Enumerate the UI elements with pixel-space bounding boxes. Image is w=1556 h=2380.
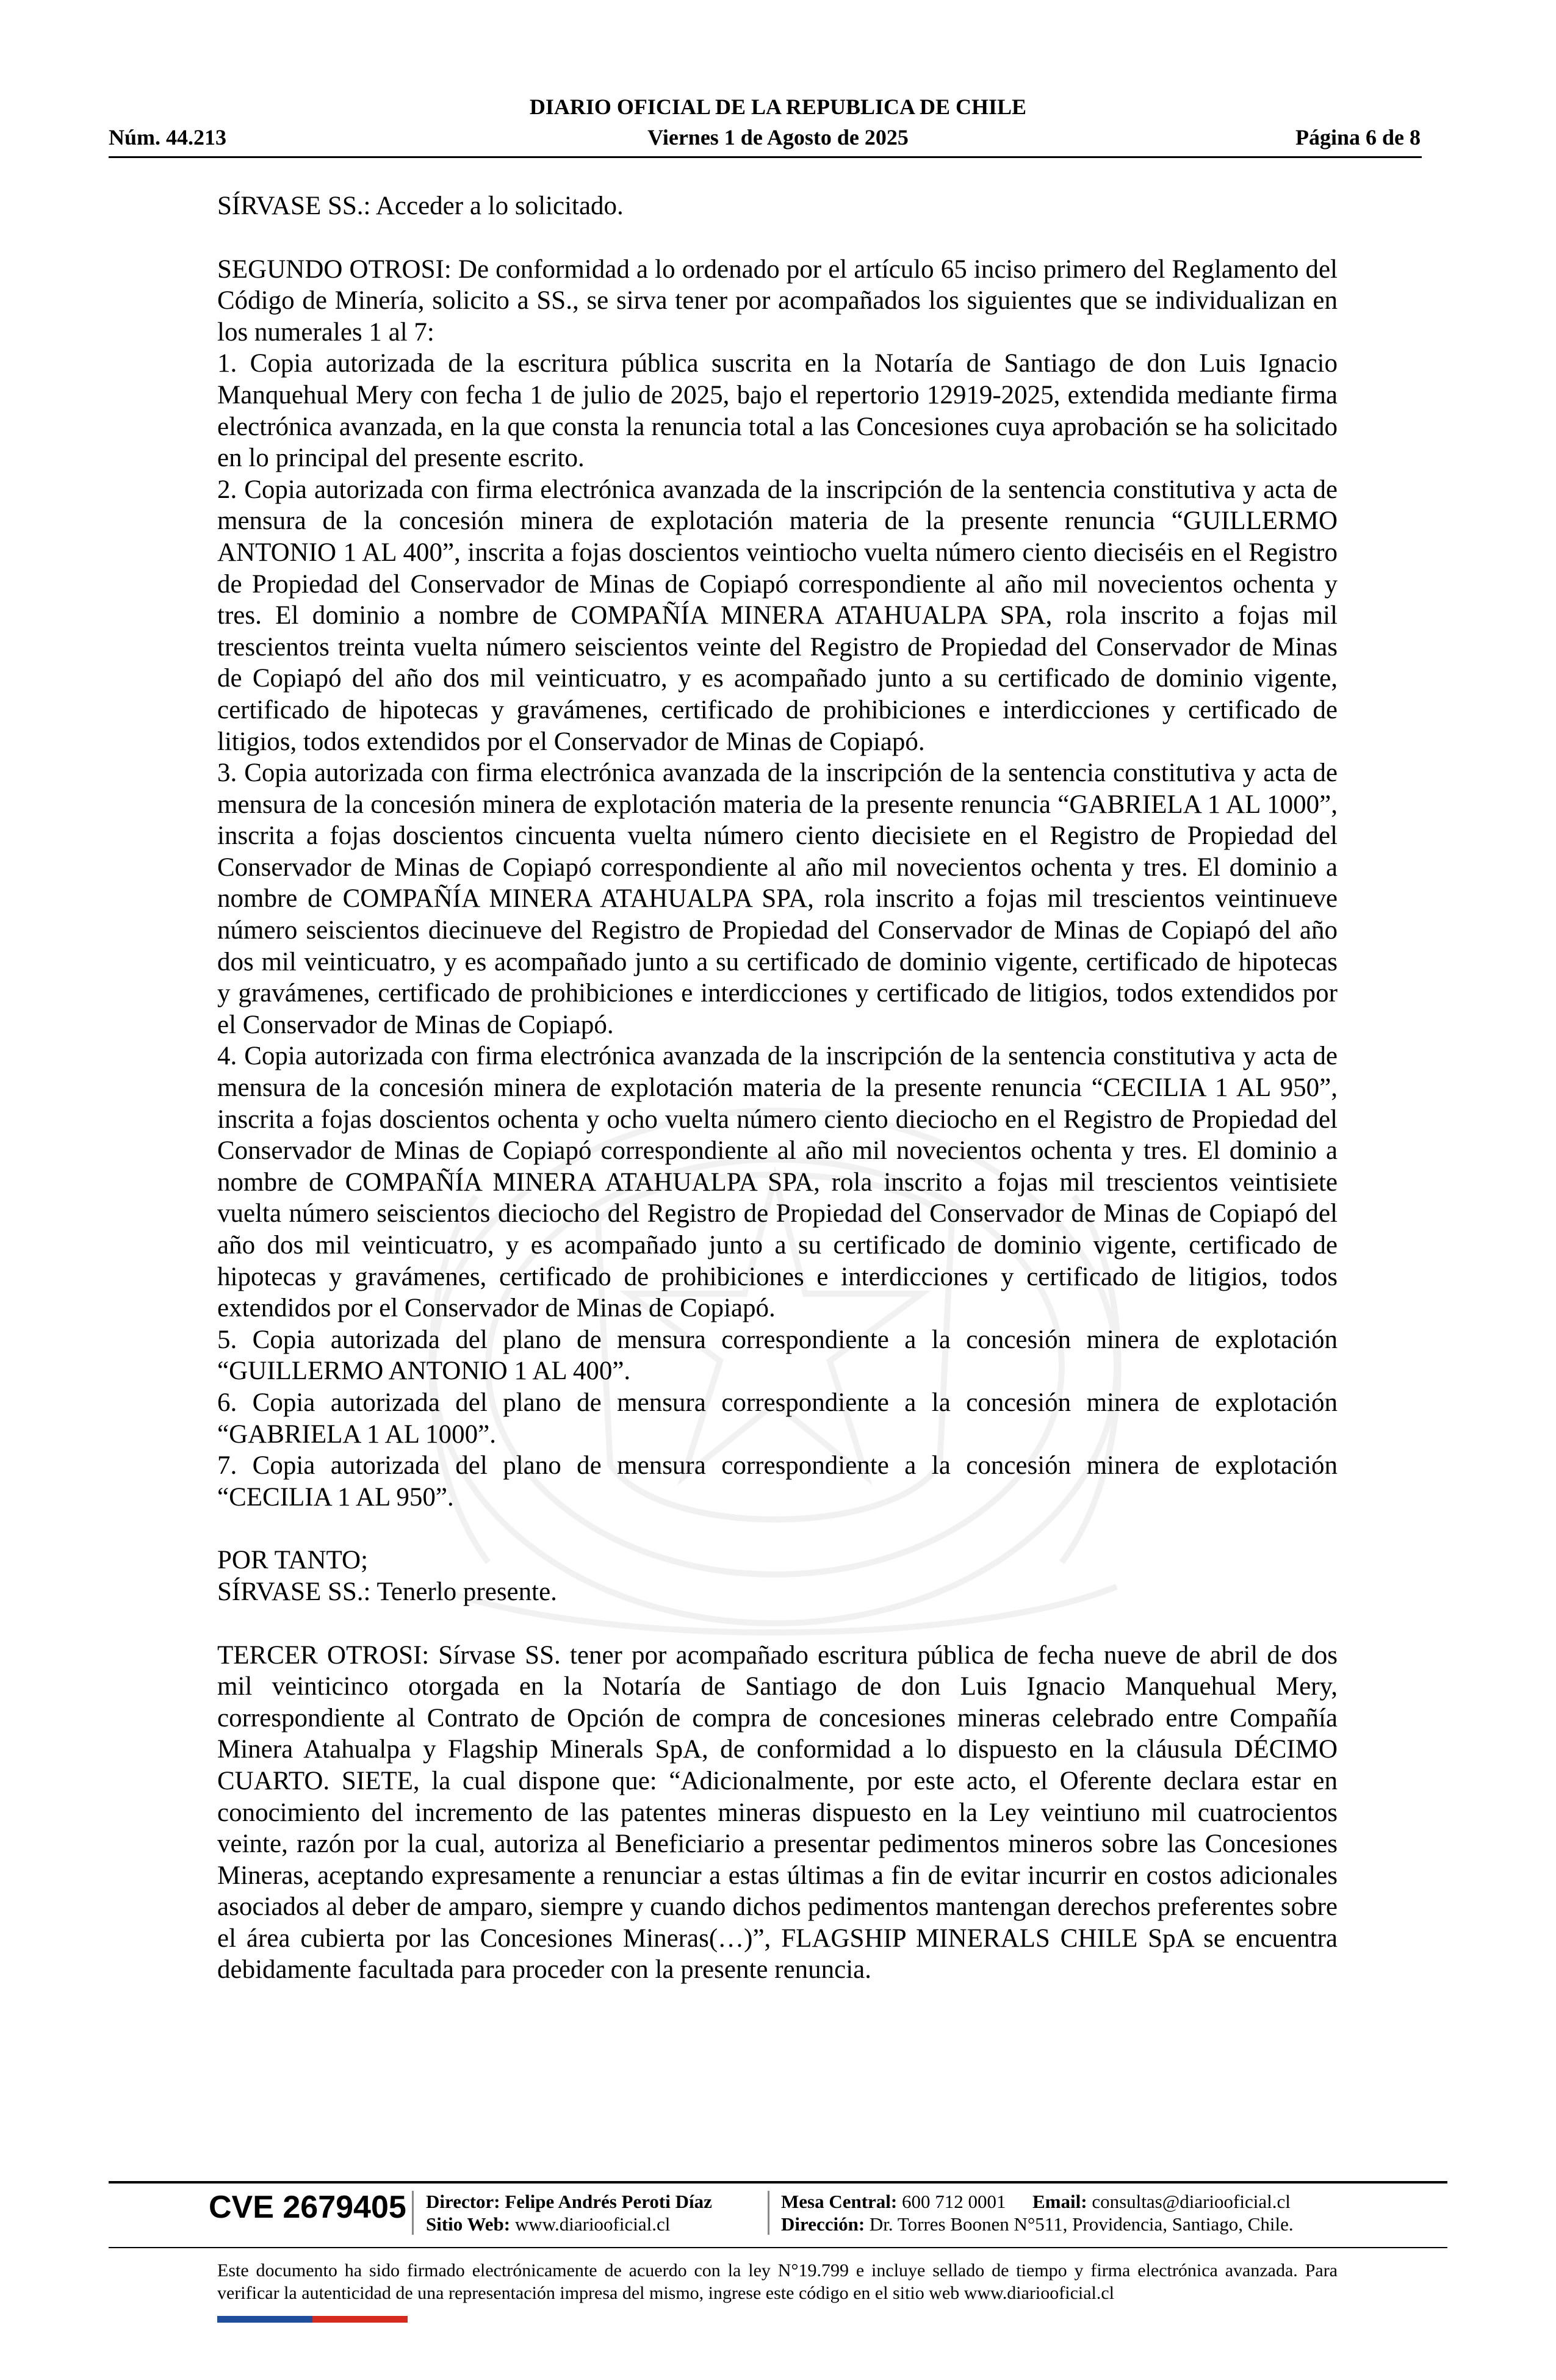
direccion-label: Dirección:	[781, 2213, 865, 2235]
list-item-7: 7. Copia autorizada del plano de mensura correspondiente a la concesión minera de explotación “CECILIA 1 AL 950”.	[217, 1451, 1338, 1512]
director-line	[426, 2191, 712, 2213]
mesa-value: 600 712 0001	[902, 2191, 1006, 2212]
list-item-3: 3. Copia autorizada con firma electrónica avanzada de la inscripción de la sentencia constitutiva y acta de mensura de la concesión minera de explotación materia de la presente renuncia “GABRIELA 1 AL 1000”, inscrita a fojas doscientos cincuenta vuelta número ciento diecisiete en el Registro de Propiedad del Conservador de Minas de Copiapó correspondiente al año mil novecientos ochenta y tres. El dominio a nombre de COMPAÑÍA MINERA ATAHUALPA SPA, rola inscrito a fojas mil trescientos veintinueve número seiscientos diecinueve del Registro de Propiedad del Conservador de Minas de Copiapó del año dos mil veinticuatro, y es acompañado junto a su certificado de dominio vigente, certificado de hipotecas y gravámenes, certificado de prohibiciones e interdicciones y certificado de litigios, todos extendidos por el Conservador de Minas de Copiapó.	[217, 759, 1338, 1039]
site-line	[426, 2213, 670, 2235]
site-label: Sitio Web:	[426, 2213, 511, 2235]
paragraph-segundo-otrosi: SEGUNDO OTROSI: De conformidad a lo ordenado por el artículo 65 inciso primero del Reglamento del Código de Minería, solicito a SS., se sirva tener por acompañados los siguientes que se individualizan en los numerales 1 al 7:	[217, 254, 1338, 347]
list-item-5: 5. Copia autorizada del plano de mensura correspondiente a la concesión minera de explotación “GUILLERMO ANTONIO 1 AL 400”.	[217, 1325, 1338, 1386]
flag-bar-blue	[217, 2316, 312, 2323]
email-label: Email:	[1032, 2191, 1087, 2212]
list-item-4: 4. Copia autorizada con firma electrónica avanzada de la inscripción de la sentencia constitutiva y acta de mensura de la concesión minera de explotación materia de la presente renuncia “CECILIA 1 AL 950”, inscrita a fojas doscientos ochenta y ocho vuelta número ciento dieciocho en el Registro de Propiedad del Conservador de Minas de Copiapó correspondiente al año mil novecientos ochenta y tres. El dominio a nombre de COMPAÑÍA MINERA ATAHUALPA SPA, rola inscrito a fojas mil trescientos veintisiete vuelta número seiscientos dieciocho del Registro de Propiedad del Conservador de Minas de Copiapó del año dos mil veinticuatro, y es acompañado junto a su certificado de dominio vigente, certificado de hipotecas y gravámenes, certificado de prohibiciones e interdicciones y certificado de litigios, todos extendidos por el Conservador de Minas de Copiapó.	[217, 1042, 1338, 1323]
list-item-2: 2. Copia autorizada con firma electrónica avanzada de la inscripción de la sentencia constitutiva y acta de mensura de la concesión minera de explotación materia de la presente renuncia “GUILLERMO ANTONIO 1 AL 400”, inscrita a fojas doscientos veintiocho vuelta número ciento dieciséis en el Registro de Propiedad del Conservador de Minas de Copiapó correspondiente al año mil novecientos ochenta y tres. El dominio a nombre de COMPAÑÍA MINERA ATAHUALPA SPA, rola inscrito a fojas mil trescientos treinta vuelta número seiscientos veinte del Registro de Propiedad del Conservador de Minas de Copiapó del año dos mil veinticuatro, y es acompañado junto a su certificado de dominio vigente, certificado de hipotecas y gravámenes, certificado de prohibiciones e interdicciones y certificado de litigios, todos extendidos por el Conservador de Minas de Copiapó.	[217, 475, 1338, 756]
issue-number: Núm. 44.213	[109, 125, 227, 150]
flag-bar-red	[312, 2316, 408, 2323]
mesa-label: Mesa Central:	[781, 2191, 898, 2212]
footer-separator	[412, 2191, 414, 2235]
footer-top-divider	[109, 2181, 1447, 2183]
director-name: Felipe Andrés Peroti Díaz	[505, 2191, 712, 2212]
director-label: Director:	[426, 2191, 500, 2212]
contact-line	[781, 2191, 1291, 2213]
paragraph-tercer-otrosi: TERCER OTROSI: Sírvase SS. tener por acompañado escritura pública de fecha nueve de abril de dos mil veinticinco otorgada en la Notaría de Santiago de don Luis Ignacio Manquehual Mery, correspondiente al Contrato de Opción de compra de concesiones mineras celebrado entre Compañía Minera Atahualpa y Flagship Minerals SpA, de conformidad a lo dispuesto en la cláusula DÉCIMO CUARTO. SIETE, la cual dispone que: “Adicionalmente, por este acto, el Oferente declara estar en conocimiento del incremento de las patentes mineras dispuesto en la Ley veintiuno mil cuatrocientos veinte, razón por la cual, autoriza al Beneficiario a presentar pedimentos mineros sobre las Concesiones Mineras, aceptando expresamente a renunciar a estas últimas a fin de evitar incurrir en costos adicionales asociados al deber de amparo, siempre y cuando dichos pedimentos mantengan derechos preferentes sobre el área cubierta por las Concesiones Mineras(…)”, FLAGSHIP MINERALS CHILE SpA se encuentra debidamente facultada para proceder con la presente renuncia.	[217, 1640, 1338, 1985]
page-number: Página 6 de 8	[1295, 125, 1421, 150]
address-line	[781, 2213, 1294, 2235]
footer-separator	[768, 2191, 769, 2235]
list-item-1: 1. Copia autorizada de la escritura pública suscrita en la Notaría de Santiago de don Luis Ignacio Manquehual Mery con fecha 1 de julio de 2025, bajo el repertorio 12919-2025, extendida mediante firma electrónica avanzada, en la que consta la renuncia total a las Concesiones cuya aprobación se ha solicitado en lo principal del presente escrito.	[217, 349, 1338, 473]
paragraph-sirvase-acceder: SÍRVASE SS.: Acceder a lo solicitado.	[217, 192, 624, 220]
document-body	[217, 190, 1338, 1986]
header-divider	[109, 156, 1422, 158]
site-link[interactable]: www.diariooficial.cl	[514, 2213, 671, 2235]
email-link[interactable]: consultas@diariooficial.cl	[1092, 2191, 1291, 2212]
paragraph-sirvase-tenerlo: SÍRVASE SS.: Tenerlo presente.	[217, 1577, 557, 1606]
legal-notice: Este documento ha sido firmado electrónicamente de acuerdo con la ley N°19.799 e incluye sellado de tiempo y firma electrónica avanzada. Para verificar la autenticidad de una representación impresa del mismo, ingrese este código en el sitio web www.diariooficial.cl	[217, 2260, 1338, 2303]
list-item-6: 6. Copia autorizada del plano de mensura correspondiente a la concesión minera de explotación “GABRIELA 1 AL 1000”.	[217, 1388, 1338, 1449]
footer-middle-divider	[109, 2247, 1447, 2248]
paragraph-por-tanto: POR TANTO;	[217, 1546, 369, 1575]
direccion-value: Dr. Torres Boonen N°511, Providencia, Santiago, Chile.	[869, 2213, 1294, 2235]
cve-code: CVE 2679405	[209, 2190, 406, 2225]
issue-date: Viernes 1 de Agosto de 2025	[647, 125, 909, 150]
newspaper-title: DIARIO OFICIAL DE LA REPUBLICA DE CHILE	[529, 95, 1027, 119]
